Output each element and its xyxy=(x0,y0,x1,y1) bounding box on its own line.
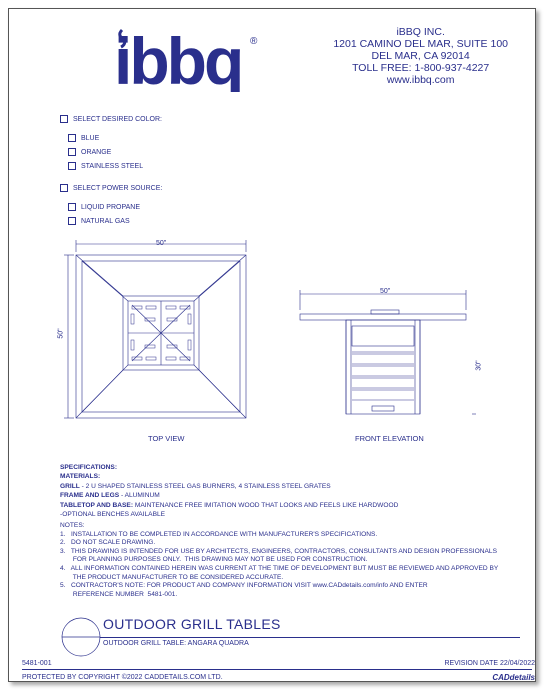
note-line: 4. ALL INFORMATION CONTAINED HEREIN WAS CURRENT AT THE TIME OF DEVELOPMENT BUT MUST BE REVIEWED AND APPROVED BY xyxy=(60,564,499,572)
footer-divider xyxy=(22,669,532,670)
checkbox[interactable] xyxy=(68,217,76,225)
front-elevation-caption: FRONT ELEVATION xyxy=(355,434,424,443)
top-view-drawing xyxy=(57,238,260,438)
company-website[interactable]: www.ibbq.com xyxy=(386,74,455,86)
title-block-circle xyxy=(60,616,102,658)
note-line: FOR PLANNING PURPOSES ONLY. THIS DRAWING MAY NOT BE USED FOR CONSTRUCTION. xyxy=(60,556,368,564)
note-line: REFERENCE NUMBER 5481-001. xyxy=(60,590,178,598)
revision-date: REVISION DATE 22/04/2022 xyxy=(444,660,535,667)
color-heading-checkbox[interactable] xyxy=(60,115,68,123)
power-heading-option[interactable] xyxy=(60,184,162,192)
color-option-orange[interactable] xyxy=(68,148,111,156)
color-heading-label: SELECT DESIRED COLOR: xyxy=(73,115,162,123)
front-width-dimension: 50" xyxy=(380,288,391,295)
note-line: 2. DO NOT SCALE DRAWING. xyxy=(60,539,156,547)
power-option-propane[interactable] xyxy=(68,203,140,211)
title-subtitle: OUTDOOR GRILL TABLE: ANGARA QUADRA xyxy=(103,640,249,647)
notes xyxy=(60,522,530,599)
company-phone: TOLL FREE: 1-800-937-4227 xyxy=(352,62,490,74)
title-main: OUTDOOR GRILL TABLES xyxy=(103,616,281,632)
materials-heading: MATERIALS: xyxy=(60,473,101,481)
option-label: ORANGE xyxy=(81,148,112,156)
notes-heading: NOTES: xyxy=(60,522,85,529)
checkbox[interactable] xyxy=(68,203,76,211)
copyright: PROTECTED BY COPYRIGHT ©2022 CADDETAILS.COM LTD. xyxy=(22,674,223,681)
grill-value: - 2 U SHAPED STAINLESS STEEL GAS BURNERS, 4 STAINLESS STEEL GRATES xyxy=(79,482,331,490)
checkbox[interactable] xyxy=(68,162,76,170)
specs-heading: SPECIFICATIONS: xyxy=(60,464,118,471)
grill-label: GRILL xyxy=(60,482,80,490)
color-option-blue[interactable] xyxy=(68,134,99,142)
frame-label: FRAME AND LEGS xyxy=(60,492,120,500)
frame-value: - ALUMINUM xyxy=(119,492,160,500)
company-address-line1: 1201 CAMINO DEL MAR, SUITE 100 xyxy=(333,38,508,50)
top-width-dimension: 50" xyxy=(156,240,167,247)
note-line: THE PRODUCT MANUFACTURER TO BE CONSIDERED ACCURATE. xyxy=(60,573,284,581)
company-info xyxy=(333,26,508,86)
title-divider xyxy=(100,637,520,638)
caddetails-brand: CADdetails xyxy=(492,673,535,682)
company-name: iBBQ INC. xyxy=(396,26,445,38)
option-label: STAINLESS STEEL xyxy=(81,162,144,170)
option-label: BLUE xyxy=(81,134,100,142)
power-heading-checkbox[interactable] xyxy=(60,184,68,192)
company-address-line2: DEL MAR, CA 92014 xyxy=(371,50,470,62)
specifications xyxy=(60,463,530,519)
front-elevation-drawing xyxy=(296,286,476,426)
option-label: NATURAL GAS xyxy=(81,217,130,225)
front-height-dimension: 30" xyxy=(475,360,483,371)
color-heading-option[interactable] xyxy=(60,115,162,123)
top-view-caption: TOP VIEW xyxy=(148,434,185,443)
optional-benches: -OPTIONAL BENCHES AVAILABLE xyxy=(60,511,166,519)
note-line: 5. CONTRACTOR'S NOTE: FOR PRODUCT AND COMPANY INFORMATION VISIT www.CADdetails.com/info AND ENTER xyxy=(60,582,428,590)
ibbq-logo xyxy=(108,22,268,97)
color-option-stainless[interactable] xyxy=(68,162,143,170)
svg-text:ibbq: ibbq xyxy=(114,24,242,92)
power-heading-label: SELECT POWER SOURCE: xyxy=(73,184,163,192)
note-line: 1. INSTALLATION TO BE COMPLETED IN ACCORDANCE WITH MANUFACTURER'S SPECIFICATIONS. xyxy=(60,530,378,538)
option-label: LIQUID PROPANE xyxy=(81,203,140,211)
svg-text:®: ® xyxy=(250,36,258,47)
tabletop-value: MAINTENANCE FREE IMITATION WOOD THAT LOOKS AND FEELS LIKE HARDWOOD xyxy=(133,501,399,509)
top-depth-dimension: 50" xyxy=(57,328,65,339)
tabletop-label: TABLETOP AND BASE: xyxy=(60,501,134,509)
note-line: 3. THIS DRAWING IS INTENDED FOR USE BY ARCHITECTS, ENGINEERS, CONTRACTORS, CONSULTANTS AND DESIGN PROFESSIONALS xyxy=(60,547,497,555)
reference-number: 5481-001 xyxy=(22,660,52,667)
power-option-natural-gas[interactable] xyxy=(68,217,130,225)
checkbox[interactable] xyxy=(68,148,76,156)
checkbox[interactable] xyxy=(68,134,76,142)
